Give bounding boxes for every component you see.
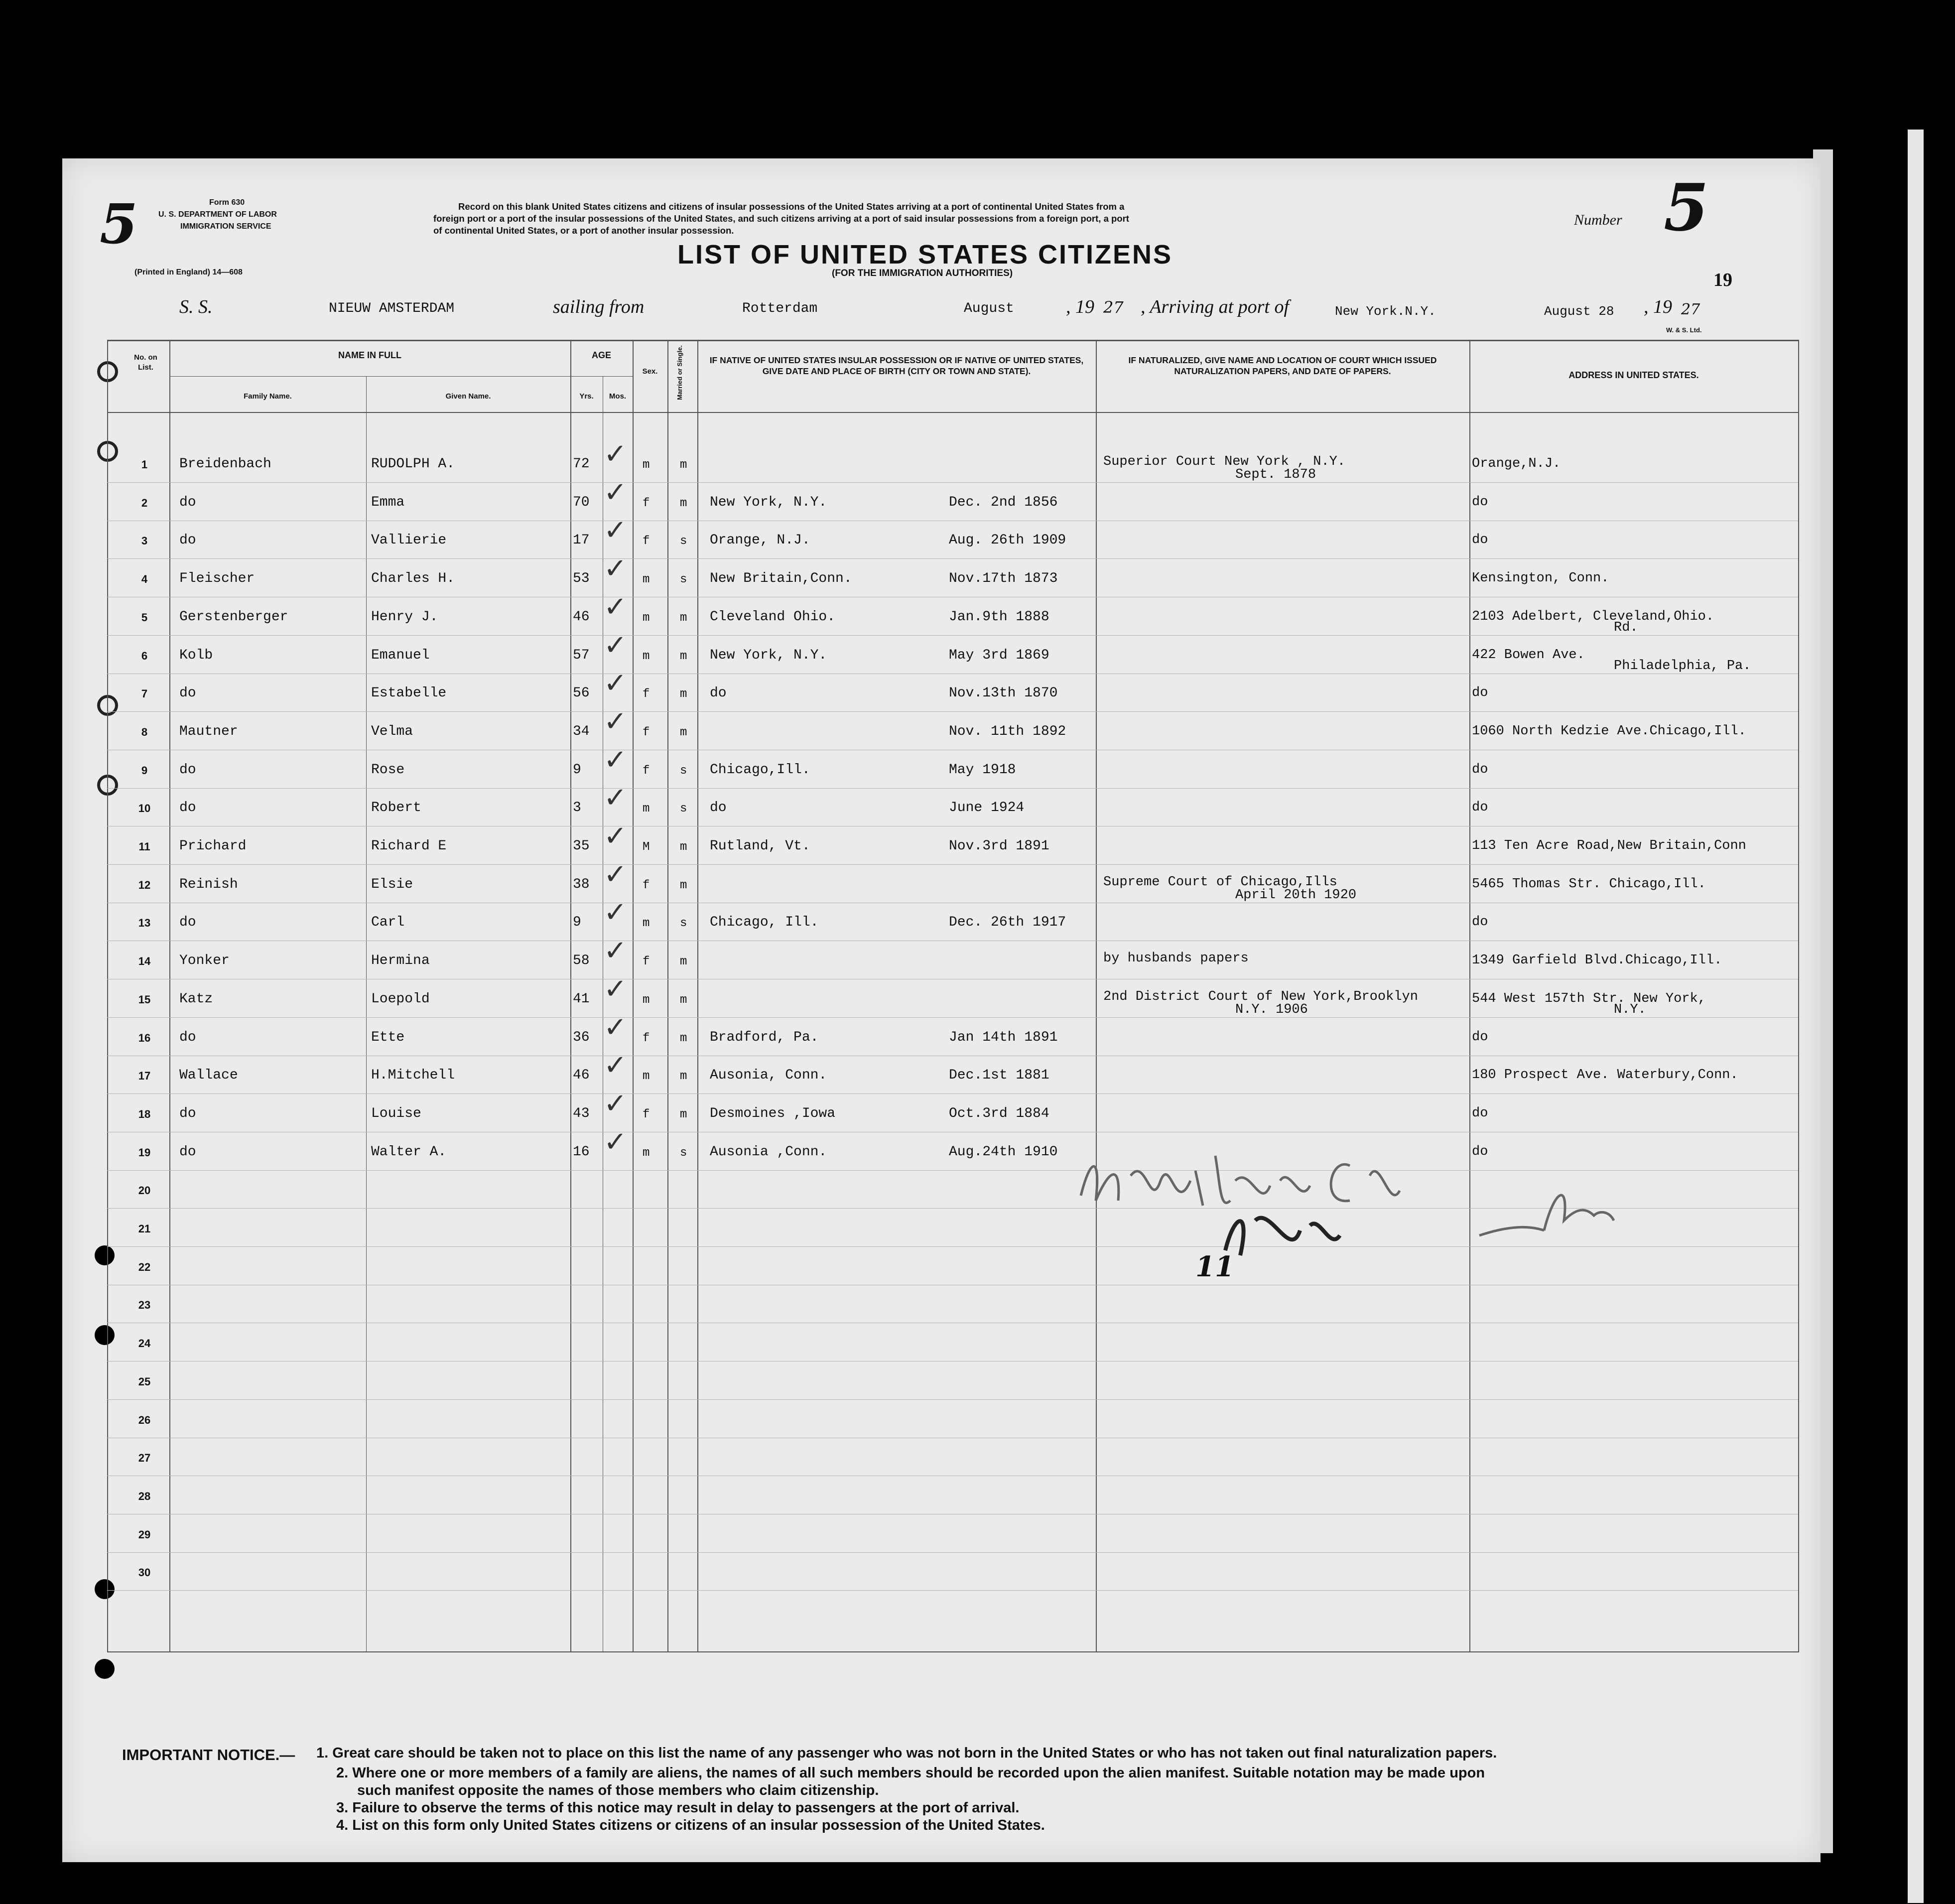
row-number: 5 — [141, 611, 148, 624]
marital-status: m — [680, 458, 687, 472]
header-naturalization: IF NATURALIZED, GIVE NAME AND LOCATION OF COURT WHICH ISSUED NATURALIZATION PAPERS, AND DATE OF PAPERS. — [1128, 355, 1437, 376]
given-name: Charles H. — [371, 571, 455, 587]
family-name: do — [179, 685, 196, 701]
sex: f — [643, 764, 650, 778]
ship-name: NIEUW AMSTERDAM — [329, 301, 455, 316]
row-number: 15 — [138, 993, 151, 1006]
given-name: Ette — [371, 1029, 405, 1045]
birth-place: do — [710, 685, 727, 701]
header-bottom-border — [107, 412, 1798, 413]
column-border — [697, 340, 698, 1652]
sex: m — [643, 649, 650, 663]
row-number: 29 — [138, 1528, 151, 1541]
age-years: 35 — [573, 838, 590, 854]
given-name: Robert — [371, 800, 421, 816]
notice-item-3: 3. Failure to observe the terms of this notice may result in delay to passengers at the port of arrival. — [336, 1800, 1020, 1816]
sex: f — [643, 725, 650, 739]
adjacent-page-strip — [1908, 130, 1924, 1903]
given-name: Elsie — [371, 876, 413, 892]
check-mark: ✓ — [604, 629, 627, 662]
check-mark: ✓ — [604, 476, 627, 509]
sex: m — [643, 458, 650, 472]
header-birth-place: IF NATIVE OF UNITED STATES INSULAR POSSESSION OR IF NATIVE OF UNITED STATES, GIVE DATE AND PLACE OF BIRTH (CITY OR TOWN AND STATE). — [709, 355, 1084, 376]
header-sex: Sex. — [642, 367, 658, 376]
arriving-label: , Arriving at port of — [1141, 296, 1290, 317]
header-no: No. on List. — [134, 353, 157, 372]
column-border — [1096, 340, 1097, 1652]
check-mark: ✓ — [604, 896, 627, 929]
row-number: 4 — [141, 573, 148, 586]
header-family-name: Family Name. — [244, 392, 292, 401]
header-age: AGE — [591, 350, 611, 360]
marital-status: s — [680, 1146, 687, 1160]
column-border — [366, 376, 367, 1652]
service: IMMIGRATION SERVICE — [180, 222, 271, 231]
age-years: 53 — [573, 571, 590, 587]
check-mark: ✓ — [604, 782, 627, 815]
address-line-2: Philadelphia, Pa. — [1614, 658, 1751, 674]
column-border — [107, 340, 108, 1652]
address: 5465 Thomas Str. Chicago,Ill. — [1472, 876, 1706, 892]
notice-item-2: 2. Where one or more members of a family are aliens, the names of all such members should be recorded upon the alien manifest. Suitable notation may be made upon — [336, 1765, 1485, 1781]
header-months: Mos. — [609, 392, 627, 401]
row-divider — [107, 482, 1798, 483]
sex: m — [643, 993, 650, 1007]
birth-date: Aug.24th 1910 — [949, 1144, 1058, 1160]
column-border — [169, 340, 170, 1652]
birth-place: New Britain,Conn. — [710, 571, 852, 587]
punch-hole — [95, 1245, 115, 1265]
row-number: 13 — [138, 917, 151, 930]
age-years: 43 — [573, 1105, 590, 1121]
age-subheader-line — [570, 376, 633, 377]
instruction-line-1: Record on this blank United States citizens and citizens of insular possessions of the United States arriving at a port of continental United States from a — [458, 201, 1125, 212]
birth-place: New York, N.Y. — [710, 494, 827, 510]
address: do — [1472, 1029, 1488, 1045]
header-address: ADDRESS IN UNITED STATES. — [1568, 370, 1699, 380]
row-number: 2 — [141, 496, 148, 509]
family-name: Reinish — [179, 876, 238, 892]
row-divider — [107, 788, 1798, 789]
birth-place: Chicago,Ill. — [710, 762, 810, 778]
marital-status: s — [680, 764, 687, 778]
marital-status: m — [680, 1107, 687, 1121]
marital-status: m — [680, 687, 687, 701]
arrival-port: New York.N.Y. — [1335, 304, 1436, 319]
row-divider — [107, 558, 1798, 559]
row-number: 21 — [138, 1223, 151, 1235]
given-name: Rose — [371, 762, 405, 778]
check-mark: ✓ — [604, 1011, 627, 1044]
birth-date: Dec.1st 1881 — [949, 1068, 1049, 1084]
check-mark: ✓ — [604, 438, 627, 470]
family-name: do — [179, 1029, 196, 1045]
age-years: 46 — [573, 1068, 590, 1084]
family-name: Yonker — [179, 953, 230, 969]
row-divider — [107, 1552, 1798, 1553]
birth-place: Rutland, Vt. — [710, 838, 810, 854]
marital-status: m — [680, 955, 687, 969]
age-years: 17 — [573, 533, 590, 548]
sex: M — [643, 840, 650, 854]
birth-date: Dec. 26th 1917 — [949, 915, 1066, 931]
row-number: 28 — [138, 1490, 151, 1502]
check-mark: ✓ — [604, 514, 627, 547]
given-name: Richard E — [371, 838, 447, 854]
row-number: 6 — [141, 649, 148, 662]
row-number: 20 — [138, 1184, 151, 1197]
row-number: 3 — [141, 535, 148, 547]
given-name: Velma — [371, 723, 413, 739]
birth-date: June 1924 — [949, 800, 1025, 816]
age-years: 16 — [573, 1144, 590, 1160]
birth-date: Oct.3rd 1884 — [949, 1105, 1049, 1121]
given-name: Vallierie — [371, 533, 447, 548]
row-divider — [107, 1017, 1798, 1018]
address: 1060 North Kedzie Ave.Chicago,Ill. — [1472, 723, 1746, 739]
sailing-month: August — [964, 301, 1014, 316]
age-years: 34 — [573, 723, 590, 739]
address: 113 Ten Acre Road,New Britain,Conn — [1472, 838, 1746, 853]
marital-status: m — [680, 496, 687, 510]
check-mark: ✓ — [604, 552, 627, 585]
family-name: do — [179, 1144, 196, 1160]
department: U. S. DEPARTMENT OF LABOR — [158, 210, 277, 219]
notice-label: IMPORTANT NOTICE.— — [122, 1746, 295, 1764]
row-number: 19 — [138, 1146, 151, 1159]
sex: f — [643, 878, 650, 892]
marital-status: m — [680, 1031, 687, 1045]
address: 180 Prospect Ave. Waterbury,Conn. — [1472, 1068, 1738, 1083]
document-sheet — [62, 158, 1821, 1862]
marital-status: m — [680, 1070, 687, 1084]
age-years: 3 — [573, 800, 581, 816]
age-years: 36 — [573, 1029, 590, 1045]
ss-label: S. S. — [179, 296, 213, 317]
row-divider — [107, 864, 1798, 865]
check-mark: ✓ — [604, 590, 627, 623]
year-prefix: , 19 — [1066, 296, 1094, 317]
address: do — [1472, 1105, 1488, 1121]
family-name: Wallace — [179, 1068, 238, 1084]
instruction-line-3: of continental United States, or a port of another insular possession. — [433, 225, 734, 236]
sailing-label: sailing from — [553, 296, 645, 317]
given-name: Henry J. — [371, 609, 438, 625]
address: do — [1472, 915, 1488, 930]
printed-note: (Printed in England) 14—608 — [134, 268, 243, 276]
given-name: H.Mitchell — [371, 1068, 455, 1084]
given-name: Loepold — [371, 991, 430, 1007]
row-number: 7 — [141, 687, 148, 700]
form-title: LIST OF UNITED STATES CITIZENS — [677, 240, 1173, 270]
given-name: RUDOLPH A. — [371, 456, 455, 472]
row-number: 17 — [138, 1070, 151, 1083]
row-number: 18 — [138, 1107, 151, 1120]
sex: m — [643, 1146, 650, 1160]
naturalization-court: Supreme Court of Chicago,Ills — [1103, 874, 1337, 890]
form-subtitle: (FOR THE IMMIGRATION AUTHORITIES) — [832, 268, 1013, 278]
notice-item-4: 4. List on this form only United States citizens or citizens of an insular possession of the United States. — [336, 1817, 1045, 1833]
check-mark: ✓ — [604, 858, 627, 891]
marital-status: m — [680, 649, 687, 663]
sex: m — [643, 611, 650, 625]
row-divider — [107, 1246, 1798, 1247]
punch-hole — [95, 1325, 115, 1345]
address: do — [1472, 533, 1488, 548]
row-divider — [107, 635, 1798, 636]
birth-place: Ausonia, Conn. — [710, 1068, 827, 1084]
birth-date: Nov.17th 1873 — [949, 571, 1058, 587]
family-name: do — [179, 533, 196, 548]
address: do — [1472, 685, 1488, 701]
address: Orange,N.J. — [1472, 456, 1561, 471]
family-name: Gerstenberger — [179, 609, 288, 625]
address: 422 Bowen Ave. — [1472, 647, 1585, 663]
age-years: 57 — [573, 647, 590, 663]
naturalization-court: 2nd District Court of New York,Brooklyn — [1103, 989, 1418, 1004]
marital-status: m — [680, 878, 687, 892]
birth-place: do — [710, 800, 727, 816]
column-border — [1469, 340, 1470, 1652]
row-number: 27 — [138, 1452, 151, 1465]
naturalization-date: N.Y. 1906 — [1235, 1002, 1308, 1017]
sailing-year: 27 — [1103, 298, 1124, 317]
number-value: 5 — [1664, 169, 1709, 246]
row-divider — [107, 711, 1798, 712]
naturalization-date: April 20th 1920 — [1235, 887, 1357, 903]
check-mark: ✓ — [604, 935, 627, 967]
check-mark: ✓ — [604, 667, 627, 700]
arrival-date: August 28 — [1544, 304, 1614, 319]
family-name: do — [179, 494, 196, 510]
age-years: 46 — [573, 609, 590, 625]
family-name: do — [179, 800, 196, 816]
check-mark: ✓ — [604, 972, 627, 1005]
family-name: Kolb — [179, 647, 213, 663]
row-number: 25 — [138, 1375, 151, 1388]
marital-status: m — [680, 993, 687, 1007]
sex: f — [643, 496, 650, 510]
row-number: 12 — [138, 878, 151, 891]
marital-status: s — [680, 535, 687, 548]
given-name: Emanuel — [371, 647, 430, 663]
birth-date: Dec. 2nd 1856 — [949, 494, 1058, 510]
check-mark: ✓ — [604, 1125, 627, 1158]
birth-place: Orange, N.J. — [710, 533, 810, 548]
age-years: 72 — [573, 456, 590, 472]
annotation-eleven: 11 — [1195, 1250, 1234, 1283]
marital-status: s — [680, 802, 687, 816]
age-years: 70 — [573, 494, 590, 510]
family-name: Mautner — [179, 723, 238, 739]
birth-date: Aug. 26th 1909 — [949, 533, 1066, 548]
family-name: do — [179, 1105, 196, 1121]
given-name: Louise — [371, 1105, 421, 1121]
sex: f — [643, 1107, 650, 1121]
given-name: Carl — [371, 915, 405, 931]
sex: m — [643, 573, 650, 587]
instruction-line-2: foreign port or a port of the insular possessions of the United States, and such citizens arriving at a port of said insular possessions from a foreign port, a port — [433, 213, 1129, 224]
row-number: 26 — [138, 1413, 151, 1426]
sex: m — [643, 802, 650, 816]
address-line-2: Rd. — [1614, 620, 1638, 635]
given-name: Walter A. — [371, 1144, 447, 1160]
birth-place: Bradford, Pa. — [710, 1029, 819, 1045]
naturalization-date: Sept. 1878 — [1235, 467, 1316, 482]
marital-status: s — [680, 917, 687, 931]
marital-status: s — [680, 573, 687, 587]
address: do — [1472, 800, 1488, 816]
birth-date: Nov.13th 1870 — [949, 685, 1058, 701]
birth-date: Nov.3rd 1891 — [949, 838, 1049, 854]
address: do — [1472, 762, 1488, 777]
notice-item-1: 1. Great care should be taken not to place on this list the name of any passenger who was not born in the United States or who has not taken out final naturalization papers. — [316, 1745, 1497, 1761]
birth-place: Cleveland Ohio. — [710, 609, 836, 625]
birth-date: May 1918 — [949, 762, 1016, 778]
header-married-single: Married or Single. — [676, 345, 683, 400]
sex: f — [643, 955, 650, 969]
row-number: 8 — [141, 725, 148, 738]
row-number: 11 — [138, 840, 150, 853]
row-divider — [107, 1590, 1798, 1591]
page-number-left: 5 — [100, 192, 138, 256]
header-years: Yrs. — [579, 392, 594, 401]
printer-mark: W. & S. Ltd. — [1666, 326, 1702, 334]
row-divider — [107, 1093, 1798, 1094]
handwritten-mark — [1469, 1161, 1619, 1245]
header-given-name: Given Name. — [445, 392, 491, 401]
page-19: 19 — [1713, 270, 1732, 290]
family-name: Breidenbach — [179, 456, 271, 472]
row-number: 30 — [138, 1566, 151, 1579]
row-number: 16 — [138, 1031, 151, 1044]
family-name: Prichard — [179, 838, 247, 854]
marital-status: m — [680, 725, 687, 739]
row-number: 22 — [138, 1260, 151, 1273]
check-mark: ✓ — [604, 1087, 627, 1120]
row-number: 14 — [138, 955, 151, 968]
row-number: 9 — [141, 764, 148, 777]
address: 1349 Garfield Blvd.Chicago,Ill. — [1472, 953, 1722, 968]
number-label: Number — [1574, 212, 1622, 228]
sex: m — [643, 917, 650, 931]
arrival-year: 27 — [1681, 301, 1700, 318]
column-border — [1798, 340, 1799, 1652]
family-name: do — [179, 915, 196, 931]
address: 544 West 157th Str. New York, — [1472, 991, 1706, 1006]
sex: f — [643, 687, 650, 701]
check-mark: ✓ — [604, 743, 627, 776]
address: do — [1472, 1144, 1488, 1159]
check-mark: ✓ — [604, 705, 627, 738]
table-top-border — [107, 340, 1798, 341]
punch-hole — [95, 1659, 115, 1679]
birth-place: Chicago, Ill. — [710, 915, 819, 931]
form-number: Form 630 — [209, 198, 245, 207]
birth-date: Jan 14th 1891 — [949, 1029, 1058, 1045]
birth-place: New York, N.Y. — [710, 647, 827, 663]
family-name: do — [179, 762, 196, 778]
family-name: Katz — [179, 991, 213, 1007]
row-number: 24 — [138, 1337, 151, 1350]
naturalization-court: by husbands papers — [1103, 951, 1249, 966]
naturalization-court: Superior Court New York , N.Y. — [1103, 454, 1346, 469]
birth-place: Ausonia ,Conn. — [710, 1144, 827, 1160]
year-prefix: , 19 — [1644, 296, 1672, 317]
address: Kensington, Conn. — [1472, 571, 1609, 586]
given-name: Emma — [371, 494, 405, 510]
sex: f — [643, 535, 650, 548]
column-border — [633, 340, 634, 1652]
birth-place: Desmoines ,Iowa — [710, 1105, 836, 1121]
birth-date: Jan.9th 1888 — [949, 609, 1049, 625]
check-mark: ✓ — [604, 1049, 627, 1082]
birth-date: May 3rd 1869 — [949, 647, 1049, 663]
row-number: 1 — [141, 458, 148, 471]
age-years: 9 — [573, 915, 581, 931]
birth-date: Nov. 11th 1892 — [949, 723, 1066, 739]
age-years: 41 — [573, 991, 590, 1007]
notice-item-2-cont: such manifest opposite the names of those members who claim citizenship. — [357, 1782, 879, 1798]
check-mark: ✓ — [604, 820, 627, 852]
given-name: Hermina — [371, 953, 430, 969]
table-bottom-border — [107, 1651, 1798, 1652]
sailing-port: Rotterdam — [742, 301, 818, 316]
column-border — [570, 340, 571, 1652]
handwritten-signature — [1071, 1136, 1430, 1265]
header-name-in-full: NAME IN FULL — [338, 350, 401, 360]
row-number: 23 — [138, 1299, 151, 1312]
name-subheader-line — [169, 376, 633, 377]
given-name: Estabelle — [371, 685, 447, 701]
sex: m — [643, 1070, 650, 1084]
row-divider — [107, 1399, 1798, 1400]
age-years: 38 — [573, 876, 590, 892]
age-years: 9 — [573, 762, 581, 778]
address-line-2: N.Y. — [1614, 1002, 1646, 1017]
family-name: Fleischer — [179, 571, 255, 587]
row-number: 10 — [138, 802, 151, 815]
marital-status: m — [680, 611, 687, 625]
punch-hole — [95, 1579, 115, 1599]
sex: f — [643, 1031, 650, 1045]
address: 2103 Adelbert, Cleveland,Ohio. — [1472, 609, 1714, 624]
age-years: 56 — [573, 685, 590, 701]
marital-status: m — [680, 840, 687, 854]
address: do — [1472, 494, 1488, 510]
column-border — [667, 340, 668, 1652]
age-years: 58 — [573, 953, 590, 969]
